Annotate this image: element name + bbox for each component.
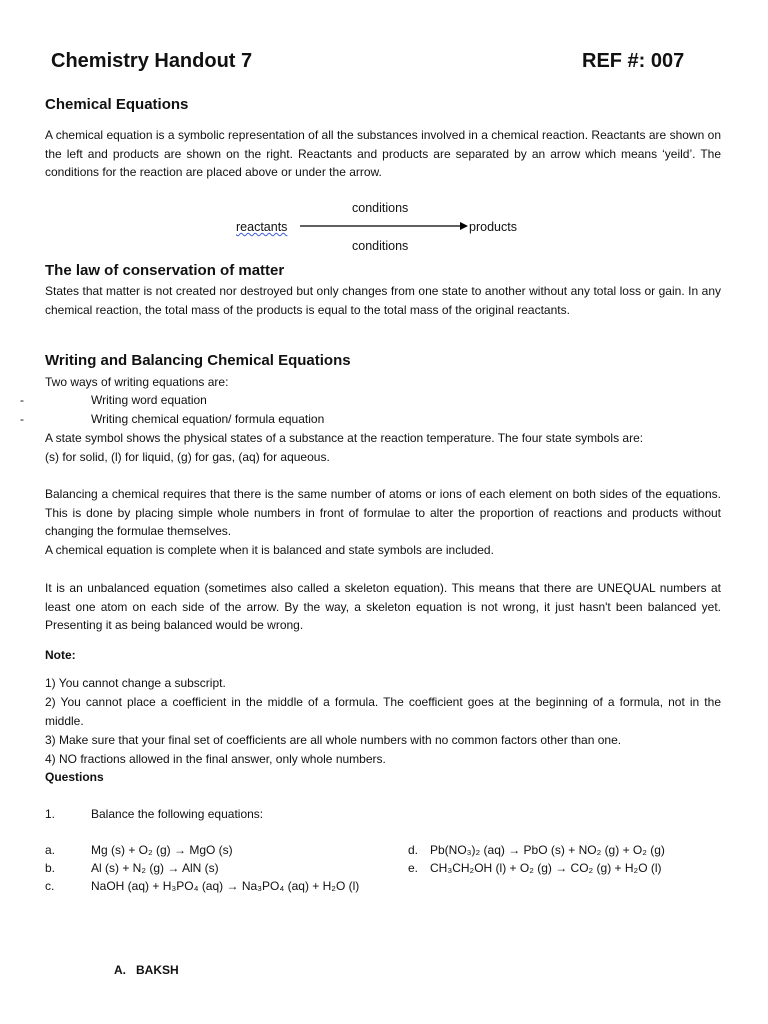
equation-b: Al (s) + N₂ (g) → AlN (s): [91, 861, 219, 875]
section-heading-writing-balancing: Writing and Balancing Chemical Equations: [45, 352, 351, 369]
conditions-below-label: conditions: [352, 239, 409, 253]
reactants-label: reactants: [236, 220, 288, 234]
equation-label-c: c.: [45, 879, 55, 893]
bullet-word-equation: Writing word equation: [91, 393, 207, 407]
equation-c: NaOH (aq) + H₃PO₄ (aq) → Na₃PO₄ (aq) + H₂O (l): [91, 879, 360, 893]
author-name: BAKSH: [136, 963, 179, 977]
equation-label-a: a.: [45, 843, 56, 857]
equation-a: Mg (s) + O₂ (g) → MgO (s): [91, 843, 233, 857]
yield-arrow-icon: [300, 221, 470, 231]
equation-d: Pb(NO₃)₂ (aq) → PbO (s) + NO₂ (g) + O₂ (g): [430, 843, 665, 857]
conservation-paragraph: States that matter is not created nor destroyed but only changes from one state to another without any total loss or gain. In any chemical reaction, the total mass of the products is equal to the total mass of the original reactants.: [45, 284, 721, 317]
two-ways-intro: Two ways of writing equations are:: [45, 375, 229, 389]
reference-number: REF #: 007: [582, 50, 685, 72]
author-marker: A.: [114, 963, 126, 977]
conditions-above-label: conditions: [352, 201, 409, 215]
chemical-equations-paragraph: A chemical equation is a symbolic representation of all the substances involved in a chemical reaction. Reactants are shown on the left and products are shown on the right. Reactants and products are separated by an arrow which means ‘yeild’. The conditions for the reaction are placed above or under the arrow.: [45, 128, 721, 180]
equation-label-d: d.: [408, 843, 419, 857]
complete-equation-line: A chemical equation is complete when it is balanced and state symbols are included.: [45, 543, 494, 557]
equation-e: CH₃CH₂OH (l) + O₂ (g) → CO₂ (g) + H₂O (l): [430, 861, 662, 875]
question-number: 1.: [45, 807, 56, 821]
note-label: Note:: [45, 648, 76, 662]
question-text: Balance the following equations:: [91, 807, 264, 821]
section-heading-chemical-equations: Chemical Equations: [45, 96, 189, 113]
note-item-4: 4) NO fractions allowed in the final answer, only whole numbers.: [45, 752, 386, 766]
equation-label-b: b.: [45, 861, 56, 875]
state-symbol-list: (s) for solid, (l) for liquid, (g) for gas, (aq) for aqueous.: [45, 450, 330, 464]
bullet-marker: -: [20, 412, 24, 426]
unbalanced-paragraph: It is an unbalanced equation (sometimes also called a skeleton equation). This means that there are UNEQUAL numbers at least one atom on each side of the arrow. By the way, a skeleton equation is not wrong, it just hasn't been balanced yet. Presenting it as being balanced would be wrong.: [45, 581, 721, 633]
products-label: products: [469, 220, 517, 234]
page-title: Chemistry Handout 7: [51, 50, 253, 72]
bullet-marker: -: [20, 393, 24, 407]
balancing-paragraph: Balancing a chemical requires that there is the same number of atoms or ions of each element on both sides of the equations. This is done by placing simple whole numbers in front of formulae to alter the proportion of reactions and products without changing the formulae themselves.: [45, 487, 721, 539]
reaction-diagram: [230, 198, 540, 260]
equation-label-e: e.: [408, 861, 419, 875]
questions-label: Questions: [45, 770, 104, 784]
state-symbol-line: A state symbol shows the physical states of a substance at the reaction temperature. The four state symbols are:: [45, 431, 644, 445]
bullet-formula-equation: Writing chemical equation/ formula equation: [91, 412, 325, 426]
note-item-3: 3) Make sure that your final set of coefficients are all whole numbers with no common factors other than one.: [45, 733, 622, 747]
section-heading-conservation: The law of conservation of matter: [45, 262, 285, 279]
note-item-1: 1) You cannot change a subscript.: [45, 676, 226, 690]
note-item-2: 2) You cannot place a coefficient in the middle of a formula. The coefficient goes at the beginning of a formula, not in the middle.: [45, 695, 721, 728]
